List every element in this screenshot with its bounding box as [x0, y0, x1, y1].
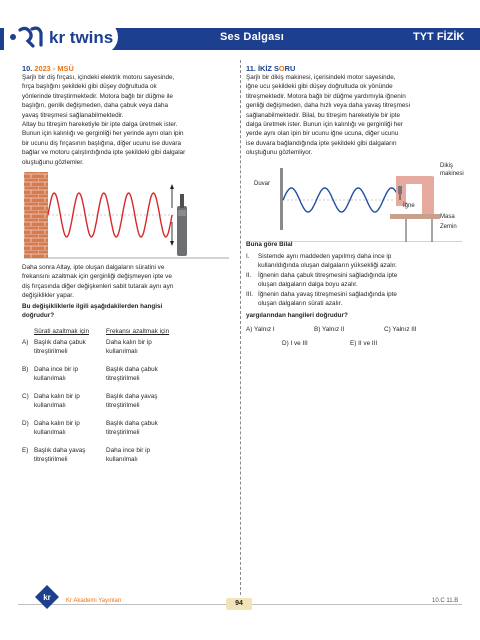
statement-text: Sistemde aynı maddeden yapılmış daha ince ip kullanıldığında oluşan dalgaların yüksekliği azalır.	[258, 253, 397, 270]
q10-question-line: doğrudur?	[22, 312, 55, 320]
q10-text-line: Altay bu titreşim hareketiyle bir ipte dalga üretmek ister.	[22, 121, 178, 129]
q11-statement	[246, 252, 462, 271]
q10-option[interactable]	[22, 419, 232, 441]
q10-options	[22, 338, 232, 498]
q11-choice-e: E) II ve III	[350, 340, 378, 347]
q11-intro: Buna göre Bilal	[246, 241, 293, 248]
q10-text-line: bir ucunu diş fırçasının başlığına, diğer ucunu ise duvara	[22, 139, 182, 147]
publisher-name: Kr Akademi Yayınları	[66, 598, 122, 604]
option-letter: A)	[22, 339, 29, 346]
svg-text:kr: kr	[43, 593, 51, 602]
q10-text-line: başlığın, genlik değişmeden, daha çabuk veya daha	[22, 102, 169, 110]
logo-text: kr twins	[49, 28, 114, 47]
statement-text: İğnenin daha çabuk titreşmesini sağladığında ipte oluşan dalgaların dalga boyu azalır.	[258, 272, 398, 289]
q11-choice-c: C) Yalnız III	[384, 326, 417, 333]
sewing-machine	[390, 176, 440, 219]
q11-text-line: dalga üretmek ister. Bunun için kalınlığı ve gerginliği her	[246, 121, 403, 129]
q11-question: yargılarından hangileri doğrudur?	[246, 312, 348, 319]
q11-text-line: titreşmektedir. Motora bağlı bir düğme yardımıyla iğnenin	[246, 92, 406, 100]
q11-text-line: sağlanabilmektedir. Bilal, bu titreşim hareketiyle bir ipte	[246, 111, 401, 119]
q10-question-line: Bu değişikliklerle ilgili aşağıdakilerden hangisi	[22, 303, 163, 310]
q10-text-line: Bunun için kalınlığı ve gerginliği her yerinde aynı olan ipin	[22, 130, 184, 138]
statement-number: II.	[246, 272, 252, 279]
q10-text-line: frekansını azaltmak için gerginliği değişmeyen ipte ve	[22, 273, 172, 281]
q11-text-line: iğne ucu şekildeki gibi düşey doğrultuda ok yönünde	[246, 83, 393, 91]
option-speed: Başlık daha çabuk titreştirilmeli	[34, 339, 86, 355]
q11-choice-d: D) I ve III	[282, 340, 308, 347]
option-frequency: Başlık daha çabuk titreştirilmeli	[106, 420, 158, 436]
option-frequency: Başlık daha çabuk titreştirilmeli	[106, 366, 158, 382]
option-letter: B)	[22, 366, 29, 373]
label-wall: Duvar	[254, 181, 271, 187]
label-machine-1: Dikiş	[440, 163, 453, 169]
q11-choice-b: B) Yalnız II	[314, 326, 345, 333]
label-needle: İğne	[403, 203, 415, 209]
label-floor: Zemin	[440, 224, 457, 230]
subject-title: TYT FİZİK	[413, 31, 465, 43]
q10-text-line: Daha sonra Altay, ipte oluşan dalgaların süratini ve	[22, 264, 165, 271]
toothbrush-wave-figure	[24, 170, 234, 260]
q10-question	[22, 302, 234, 321]
q10-col-b-header: Frekansı azaltmak için	[106, 328, 170, 335]
q10-text-line: yönlerinde titreştirmektedir. Motora bağlı bir düğme ile	[22, 92, 173, 100]
q11-statement	[246, 271, 462, 290]
brand-logo	[4, 20, 118, 54]
q10-number: 10. 2023 - MSÜ	[22, 64, 74, 73]
q10-option[interactable]	[22, 392, 232, 414]
answer-key: 10.C 11.B	[432, 598, 459, 604]
q11-statement	[246, 290, 462, 309]
q10-text-line: değişiklikler yapar.	[22, 292, 74, 300]
q10-option[interactable]	[22, 365, 232, 387]
option-speed: Başlık daha yavaş titreştirilmeli	[34, 447, 86, 463]
publisher-logo-icon	[34, 584, 60, 610]
option-speed: Daha ince bir ip kullanılmalı	[34, 366, 79, 382]
q10-text-line: yavaş titreşmesi sağlanabilmektedir.	[22, 111, 124, 119]
q11-text	[246, 73, 460, 158]
q10-col-a-header: Sürati azaltmak için	[34, 328, 89, 335]
q10-text-line: Şarjlı bir diş fırçası, içindeki elektrik motoru sayesinde,	[22, 74, 175, 81]
q10-text-line: diş fırçasında diğer değişkenleri sabit tutarak aynı ayrı	[22, 282, 174, 290]
q10-text-line: fırça başlığını şekildeki gibi düşey doğrultuda ok	[22, 83, 157, 91]
option-frequency: Daha kalın bir ip kullanılmalı	[106, 339, 152, 355]
q11-text-line: genliği değişmeden, daha hızlı veya daha yavaş titreşmesi	[246, 102, 410, 110]
q11-text-line: Şarjlı bir dikiş makinesi, içerisindeki motor sayesinde,	[246, 74, 396, 81]
label-table: Masa	[440, 214, 455, 220]
q11-choice-a: A) Yalnız I	[246, 326, 275, 333]
column-divider	[240, 60, 241, 595]
statement-number: III.	[246, 291, 254, 298]
option-speed: Daha kalın bir ip kullanılmalı	[34, 420, 80, 436]
q10-option[interactable]	[22, 338, 232, 360]
statement-number: I.	[246, 253, 250, 260]
q10-text-line: bağlar ve motoru çalıştırdığında ipte şekildeki gibi dalgalar	[22, 149, 186, 157]
option-frequency: Başlık daha yavaş titreştirilmeli	[106, 393, 158, 409]
option-letter: D)	[22, 420, 29, 427]
page-number: 94	[226, 598, 252, 610]
option-speed: Daha kalın bir ip kullanılmalı	[34, 393, 80, 409]
q11-text-line: ise duvara bağlandığında ipte şekildeki gibi dalgaların	[246, 139, 397, 147]
q11-number: 11. İKİZ SORU	[246, 64, 296, 73]
wall	[280, 168, 283, 230]
option-frequency: Daha ince bir ip kullanılmalı	[106, 447, 151, 463]
q11-text-line: oluştuğunu gözlemliyor.	[246, 149, 313, 157]
label-machine-2: makinesi	[440, 171, 464, 177]
q10-option[interactable]	[22, 446, 232, 468]
brick-wall	[24, 172, 48, 258]
option-letter: C)	[22, 393, 29, 400]
q11-statements	[246, 252, 462, 312]
q10-text-2	[22, 263, 234, 301]
option-letter: E)	[22, 447, 29, 454]
sewing-machine-figure	[246, 158, 462, 242]
q11-text-line: yerde aynı olan ipin bir ucunu iğne ucuna, diğer ucunu	[246, 130, 399, 138]
statement-text: İğnenin daha yavaş titreşmesini sağladığında ipte oluşan dalgaların sürati azalır.	[258, 291, 397, 308]
q10-text-line: oluştuğunu gözlemler.	[22, 158, 84, 166]
topic-title: Ses Dalgası	[220, 31, 284, 43]
q10-text	[22, 73, 234, 167]
